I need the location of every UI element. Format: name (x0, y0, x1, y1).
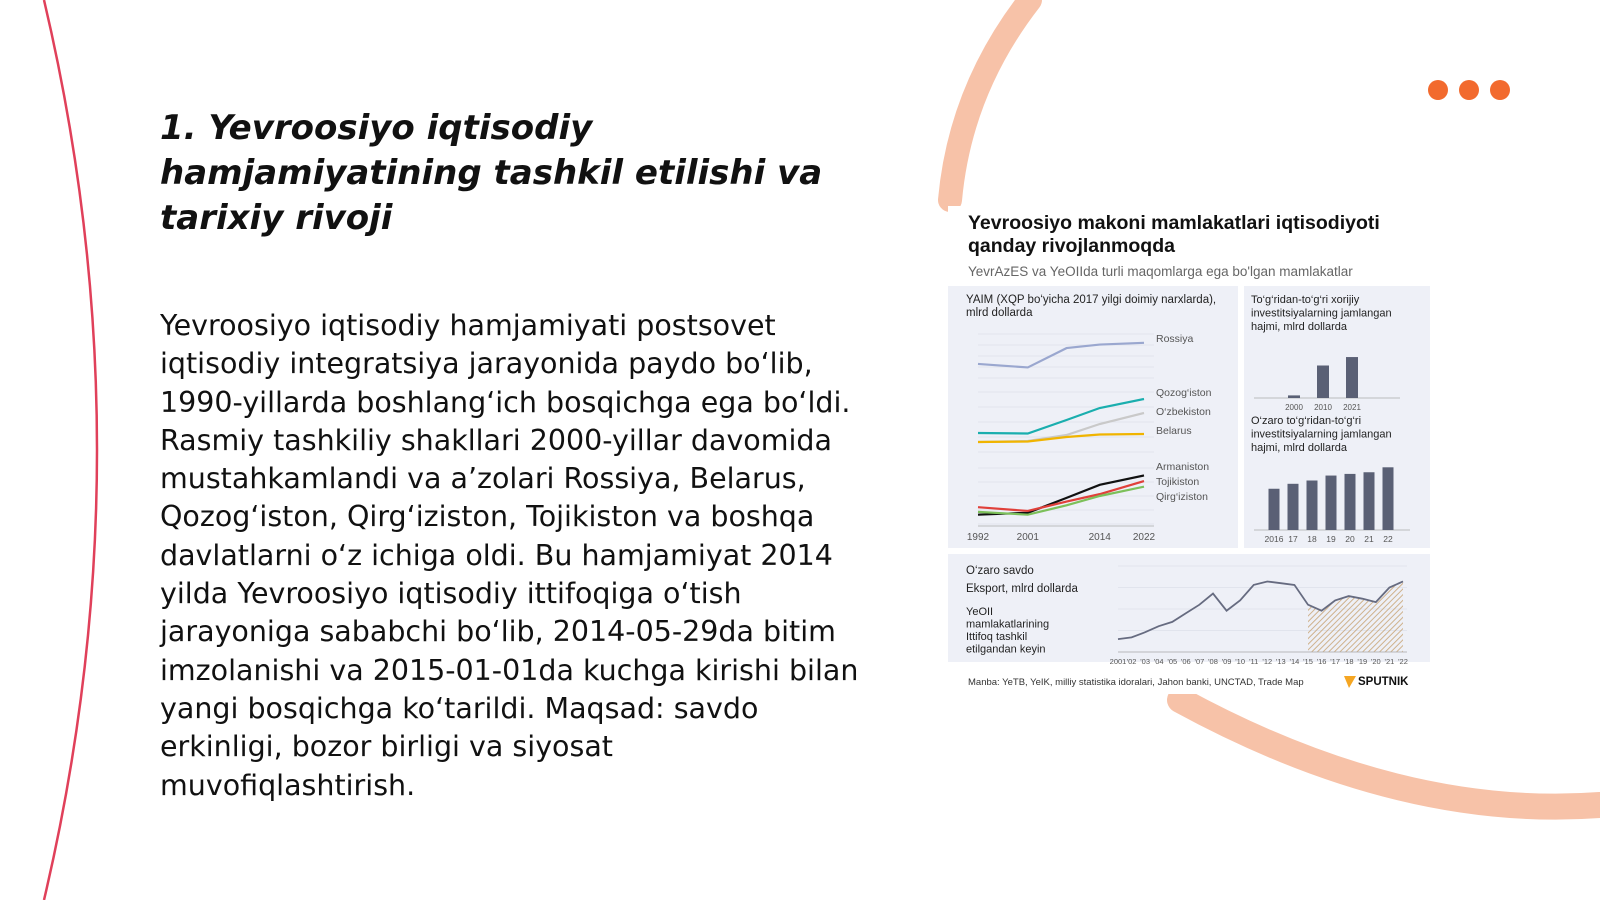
trade-chart-subtitle: Eksport, mlrd dollarda (966, 583, 1078, 595)
trade-x-tick-label: '06 (1180, 657, 1191, 666)
trade-x-tick-label: '21 (1384, 657, 1395, 666)
mutual-fdi-bar (1307, 481, 1318, 531)
dot-icon (1459, 80, 1479, 100)
fdi-chart-title: To‘g‘ridan-to‘g‘ri xorijiy (1251, 294, 1360, 306)
trade-x-tick-label: '12 (1262, 657, 1273, 666)
dot-icon (1490, 80, 1510, 100)
slide-title: 1. Yevroosiyo iqtisodiy hamjamiyatining tashkil etilishi va tarixiy rivoji (160, 108, 823, 238)
fdi-bar (1288, 395, 1300, 398)
infographic (948, 206, 1456, 694)
mutual-fdi-x-tick-label: 22 (1383, 534, 1393, 544)
fdi-chart-title: hajmi, mlrd dollarda (1251, 321, 1347, 333)
mutual-fdi-x-tick-label: 21 (1364, 534, 1374, 544)
trade-chart-note: mamlakatlarining (966, 618, 1050, 631)
mutual-fdi-bar (1288, 484, 1299, 530)
trade-x-tick-label: '22 (1398, 657, 1408, 666)
infographic-title: Yevroosiyo makoni mamlakatlari iqtisodiyoti qanday rivojlanmoqda (968, 212, 1380, 257)
trade-x-tick-label: '03 (1140, 657, 1151, 666)
trade-x-tick-label: '02 (1126, 657, 1137, 666)
gdp-series-label: Armaniston (1156, 461, 1210, 473)
gdp-x-tick-label: 2001 (1016, 532, 1039, 543)
fdi-bar (1346, 357, 1358, 398)
mutual-fdi-x-tick-label: 19 (1326, 534, 1336, 544)
mutual-fdi-bar (1345, 474, 1356, 530)
trade-chart-note: Ittifoq tashkil (966, 631, 1028, 643)
gdp-x-tick-label: 2022 (1132, 532, 1156, 543)
trade-x-tick-label: '13 (1275, 657, 1286, 666)
trade-x-tick-label: '10 (1235, 657, 1246, 666)
mutual-fdi-x-tick-label: 18 (1307, 534, 1317, 544)
mutual-fdi-bar (1326, 476, 1337, 530)
infographic-charts (948, 206, 1456, 694)
trade-chart-title: O‘zaro savdo (966, 565, 1034, 577)
gdp-series-label: Belarus (1156, 425, 1192, 437)
gdp-x-tick-label: 1992 (966, 532, 990, 543)
mutual-fdi-bar (1364, 472, 1375, 530)
brand-name: SPUTNIK (1358, 676, 1409, 688)
fdi-x-tick-label: 2021 (1343, 403, 1361, 412)
trade-x-tick-label: '16 (1316, 657, 1327, 666)
fdi-x-tick-label: 2000 (1285, 403, 1303, 412)
gdp-chart-title: YAIM (XQP bo‘yicha 2017 yilgi doimiy narxlarda), (966, 294, 1217, 306)
gdp-x-tick-label: 2014 (1088, 532, 1111, 543)
trade-x-tick-label: '07 (1194, 657, 1205, 666)
trade-x-tick-label: '18 (1343, 657, 1354, 666)
gdp-series-label: Qirg‘iziston (1156, 491, 1208, 503)
decor-arc (950, 0, 1030, 200)
trade-x-tick-label: '17 (1330, 657, 1341, 666)
trade-x-tick-label: '09 (1221, 657, 1232, 666)
trade-chart-note: YeOII (966, 606, 994, 618)
source-note: Manba: YeTB, YeIK, milliy statistika idoralari, Jahon banki, UNCTAD, Trade Map (968, 677, 1304, 688)
trade-x-tick-label: '15 (1303, 657, 1313, 666)
fdi-x-tick-label: 2010 (1314, 403, 1332, 412)
decor-arc (1180, 700, 1600, 807)
mutual-fdi-chart-title: investitsiyalarning jamlangan (1251, 428, 1392, 441)
mutual-fdi-bar (1383, 467, 1394, 530)
trade-x-tick-label: 2001 (1109, 657, 1127, 666)
trade-x-tick-label: '20 (1370, 657, 1381, 666)
mutual-fdi-x-tick-label: 17 (1288, 534, 1298, 544)
slide-body-text: Yevroosiyo iqtisodiy hamjamiyati postsovet iqtisodiy integratsiya jarayonida paydo bo‘lib, 1990-yillarda boshlang‘ich bosqichga ega bo‘ldi. Rasmiy tashkiliy shakllari 2000-yillar davomida mustahkamlandi va a’zolari Rossiya, Belarus, Qozog‘iston, Qirg‘iziston, Tojikiston va boshqa davlatlarni o‘z ichiga oldi. Bu hamjamiyat 2014 yilda Yevroosiyo iqtisodiy ittifoqiga o‘tish jarayoniga sababchi bo‘lib, 2014-05-29da bitim imzolanishi va 2015-01-01da kuchga kirishi bilan yangi bosqichga ko‘tarildi. Maqsad: savdo erkinligi, bozor birligi va siyosat muvofiqlashtirish. (160, 309, 859, 802)
trade-x-tick-label: '08 (1208, 657, 1218, 666)
infographic-subtitle: YevrAzES va YeOIIda turli maqomlarga ega bo'lgan mamlakatlar (968, 264, 1353, 279)
trade-x-tick-label: '19 (1357, 657, 1368, 666)
gdp-series-label: Qozog‘iston (1156, 387, 1212, 399)
trade-x-tick-label: '04 (1153, 657, 1164, 666)
sputnik-logo-icon (1344, 676, 1356, 688)
gdp-series-label: O‘zbekiston (1156, 406, 1211, 418)
mutual-fdi-bar (1269, 489, 1280, 530)
trade-x-tick-label: '14 (1289, 657, 1300, 666)
trade-chart-note: etilgandan keyin (966, 643, 1046, 656)
fdi-chart-title: investitsiyalarning jamlangan (1251, 307, 1392, 320)
gdp-series-label: Tojikiston (1156, 476, 1200, 488)
dot-icon (1428, 80, 1448, 100)
gdp-series-label: Rossiya (1156, 333, 1194, 345)
left-decor-line (44, 0, 97, 900)
mutual-fdi-chart-title: O‘zaro to‘g‘ridan-to‘g‘ri (1251, 415, 1362, 427)
mutual-fdi-chart-title: hajmi, mlrd dollarda (1251, 442, 1347, 454)
fdi-bar (1317, 366, 1329, 399)
mutual-fdi-x-tick-label: 20 (1345, 534, 1355, 544)
mutual-fdi-x-tick-label: 2016 (1264, 534, 1284, 544)
gdp-chart-title: mlrd dollarda (966, 307, 1033, 319)
trade-x-tick-label: '11 (1249, 657, 1259, 666)
slide-menu-dots[interactable] (1428, 80, 1510, 100)
trade-x-tick-label: '05 (1167, 657, 1178, 666)
